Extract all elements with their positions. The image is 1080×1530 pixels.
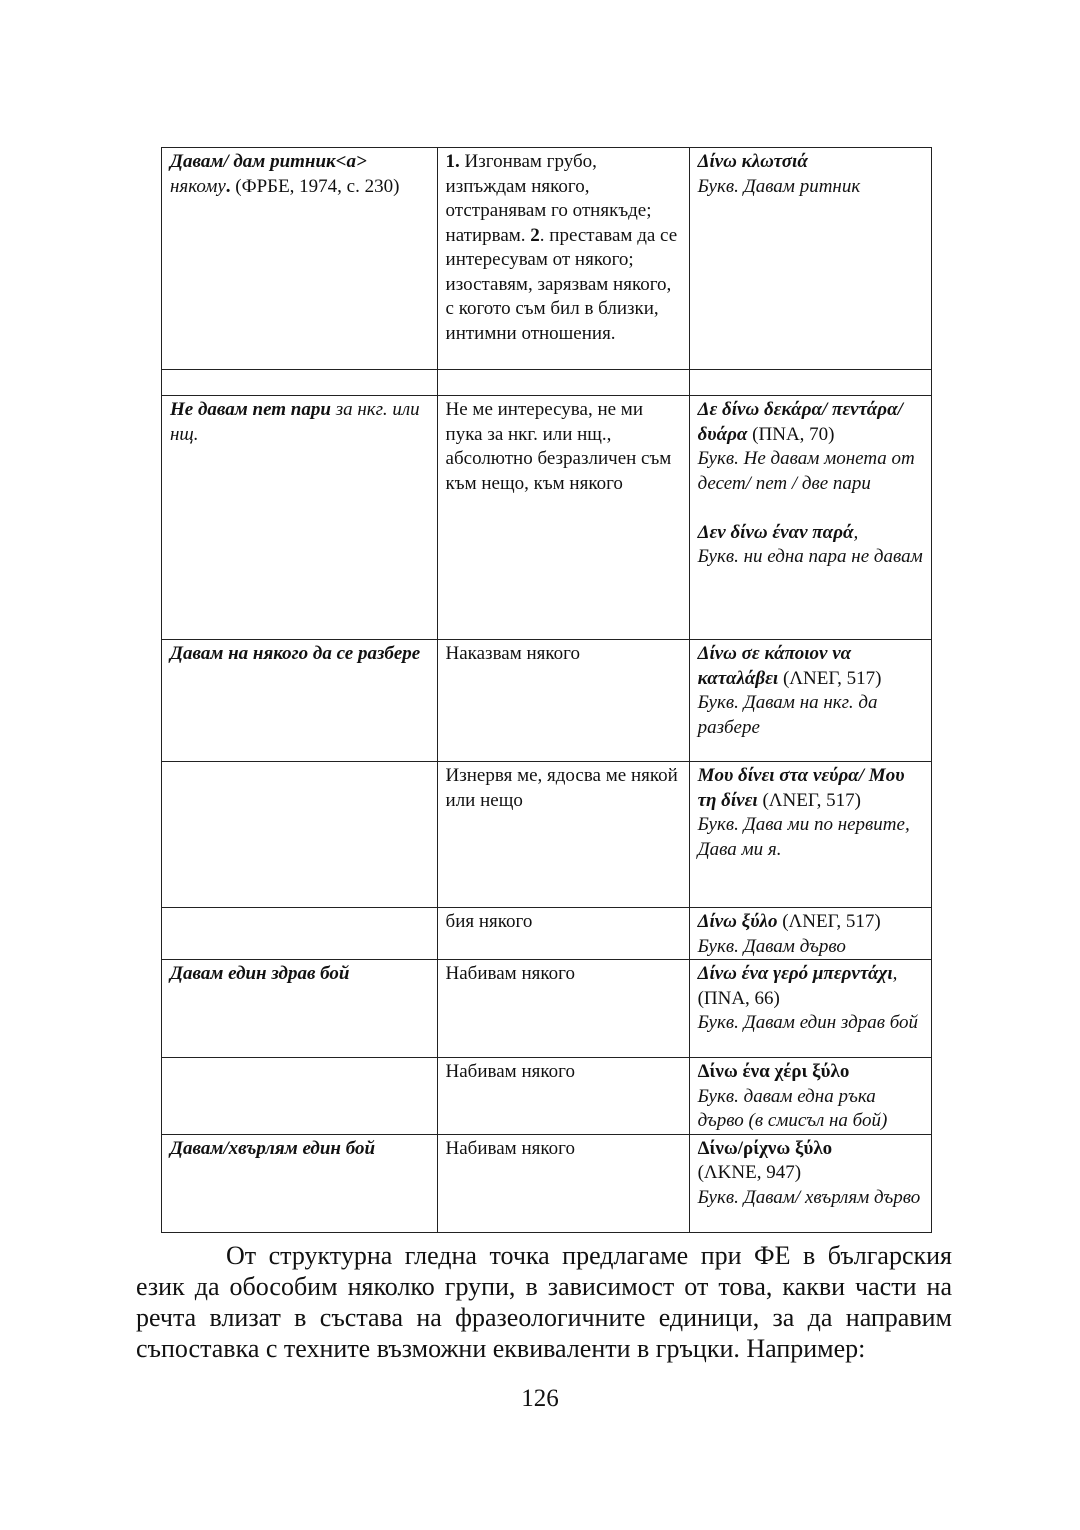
body-paragraph [136, 1240, 952, 1364]
meaning-cell: Набивам някого [437, 1058, 689, 1135]
table-row [162, 396, 932, 640]
table-row [162, 148, 932, 370]
table-row [162, 762, 932, 908]
bulgarian-phrase-cell [162, 908, 438, 960]
greek-equivalent-cell: Δίνω ένα γερό μπερντάχι, (ΠΝΑ, 66) Букв. Давам един здрав бой [689, 960, 931, 1058]
bulgarian-phrase-cell [162, 762, 438, 908]
phraseology-table [161, 147, 932, 1233]
table-row [162, 640, 932, 762]
bulgarian-phrase-cell: Давам/хвърлям един бой [162, 1134, 438, 1232]
bulgarian-phrase-cell: Не давам пет пари за нкг. или нщ. [162, 396, 438, 640]
bulgarian-phrase-cell: Давам на някого да се разбере [162, 640, 438, 762]
table-row [162, 908, 932, 960]
meaning-cell: Набивам някого [437, 1134, 689, 1232]
meaning-cell: Не ме интересува, не ми пука за нкг. или нщ., абсолютно безразличен съм към нещо, към някого [437, 396, 689, 640]
meaning-cell: Наказвам някого [437, 640, 689, 762]
page-number: 126 [521, 1385, 559, 1412]
meaning-cell: бия някого [437, 908, 689, 960]
greek-equivalent-cell: Δε δίνω δεκάρα/ πεντάρα/ δυάρα (ΠΝΑ, 70) Букв. Не давам монета от десет/ пет / две пари Δεν δίνω έναν παρά, Букв. ни една пара не давам [689, 396, 931, 640]
meaning-cell: 1. Изгонвам грубо, изпъждам някого, отстранявам го отнякъде; натирвам. 2. преставам да се интересувам от някого; изоставям, зарязвам някого, с когото съм бил в близки, интимни отношения. [437, 148, 689, 370]
greek-equivalent-cell: Δίνω ένα χέρι ξύλο Букв. давам една ръка дърво (в смисъл на бой) [689, 1058, 931, 1135]
empty-table-row [162, 370, 932, 396]
greek-equivalent-cell: Δίνω ξύλο (ΛΝΕΓ, 517) Букв. Давам дърво [689, 908, 931, 960]
table-row [162, 960, 932, 1058]
greek-equivalent-cell: Μου δίνει στα νεύρα/ Μου τη δίνει (ΛΝΕΓ, 517) Букв. Дава ми по нервите, Дава ми я. [689, 762, 931, 908]
table-row [162, 1134, 932, 1232]
table-row [162, 1058, 932, 1135]
greek-equivalent-cell: Δίνω κλωτσιά Букв. Давам ритник [689, 148, 931, 370]
paragraph-text: От структурна гледна точка предлагаме при ФЕ в българския език да обособим няколко групи, в зависимост от това, какви части на речта влизат в състава на фразеологичните единици, за да направим съпоставка с техните възможни еквиваленти в гръцки. Например: [136, 1241, 952, 1363]
meaning-cell: Изнервя ме, ядосва ме някой или нещо [437, 762, 689, 908]
bulgarian-phrase-cell: Давам/ дам ритник<а> някому. (ФРБЕ, 1974, с. 230) [162, 148, 438, 370]
meaning-cell: Набивам някого [437, 960, 689, 1058]
greek-equivalent-cell: Δίνω σε κάποιον να καταλάβει (ΛΝΕΓ, 517) Букв. Давам на нкг. да разбере [689, 640, 931, 762]
bulgarian-phrase-cell: Давам един здрав бой [162, 960, 438, 1058]
greek-equivalent-cell: Δίνω/ρίχνω ξύλο (ΛΚΝΕ, 947) Букв. Давам/ хвърлям дърво [689, 1134, 931, 1232]
bulgarian-phrase-cell [162, 1058, 438, 1135]
